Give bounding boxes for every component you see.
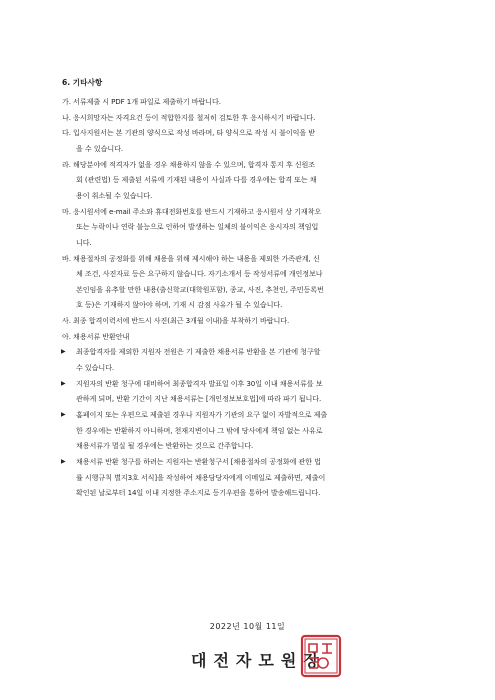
notice-line: 또는 누락이나 연락 불능으로 인하여 발생하는 일체의 불이익은 응시자의 책임입 [76, 222, 319, 232]
seal-glyphs [309, 644, 332, 668]
notice-line: 용이 취소될 수 있습니다. [76, 190, 153, 200]
notice-line: 아. 채용서류 반환안내 [62, 331, 130, 341]
document-date: 2022년 10월 11일 [209, 622, 286, 631]
notice-line: 본인임을 유추할 만한 내용(출신학교(대학원포함), 종교, 사진, 추천인, 주민등록번 [76, 284, 324, 294]
notice-line: 회 (관련법) 등 제출된 서류에 기재된 내용이 사실과 다를 경우에는 합격 또는 채 [76, 175, 317, 185]
notice-line: 가. 서류제출 시 PDF 1개 파일로 제출하기 바랍니다. [62, 97, 221, 106]
notice-line: 한 경우에는 반환하지 아니하며, 천재지변이나 그 밖에 당사에게 책임 없는 사유로 [76, 425, 323, 435]
notice-line: 체 조건, 사진자료 등은 요구하지 않습니다. 자기소개서 등 작성서류에 개인정보나 [76, 269, 323, 279]
notice-line: 수 있습니다. [76, 363, 115, 373]
notice-line: 관하게 되며, 반환 기간이 지난 채용서류는 [개인정보보호법]에 따라 파기 됩니다. [76, 394, 322, 404]
notice-line: 지원자의 반환 청구에 대비하여 최종합격자 발표일 이후 30일 이내 채용서류를 보 [76, 378, 323, 388]
section-heading: 6. 기타사항 [62, 78, 103, 87]
notice-line: 바. 채용절차의 공정화를 위해 채용을 위해 제시해야 하는 내용을 제외한 가족관계, 신 [62, 253, 320, 263]
notice-line: 률 시행규칙 별지3호 서식]을 작성하여 채용담당자에게 이메일로 제출하면, 제출이 [76, 472, 326, 482]
official-seal-icon [300, 634, 342, 678]
notice-line: 다. 입사지원서는 본 기관의 양식으로 작성 바라며, 타 양식으로 작성 시 불이익을 받 [62, 128, 316, 138]
seal-border [302, 636, 340, 676]
organization-name: 대전자모원장 [191, 651, 326, 670]
notice-line: 니다. [76, 237, 92, 247]
bullet-arrow-icon: ▶ [61, 348, 66, 356]
notice-line: 채용서류 반환 청구를 하려는 지원자는 반환청구서 [채용절차의 공정화에 관한 법 [76, 456, 321, 466]
notice-line: 사. 최종 합격이력서에 반드시 사진(최근 3개월 이내)을 부착하기 바랍니다. [62, 316, 290, 326]
notice-line: 호 등)은 기재하지 않아야 하며, 기재 시 감점 사유가 될 수 있습니다. [76, 300, 283, 310]
bullet-arrow-icon: ▶ [61, 411, 66, 418]
notice-line: 을 수 있습니다. [76, 143, 123, 153]
notice-line: 마. 응시원서에 e-mail 주소와 휴대전화번호를 반드시 기재하고 응시원서 상 기재착오 [62, 206, 322, 216]
notice-line: 나. 응시희망자는 자격요건 등이 적합한지를 철저히 검토한 후 응시하시기 바랍니다. [62, 112, 316, 122]
notice-line: 홈페이지 또는 우편으로 제출된 경우나 지원자가 기관의 요구 없이 자발적으로 제출 [76, 410, 328, 419]
notice-line: 최종합격자를 제외한 지원자 전원은 기 제출한 채용서류 반환을 본 기관에 청구할 [76, 347, 321, 357]
notice-line: 확인된 날로부터 14일 이내 지정한 주소지로 등기우편을 통하여 발송해드립니다. [76, 488, 321, 498]
notice-line: 라. 해당분야에 적격자가 없을 경우 채용하지 않을 수 있으며, 합격자 통지 후 신원조 [62, 159, 316, 169]
bullet-arrow-icon: ▶ [61, 379, 66, 387]
notice-line: 채용서류가 멸실 될 경우에는 반환하는 것으로 간주합니다. [76, 441, 254, 451]
bullet-arrow-icon: ▶ [61, 457, 66, 465]
